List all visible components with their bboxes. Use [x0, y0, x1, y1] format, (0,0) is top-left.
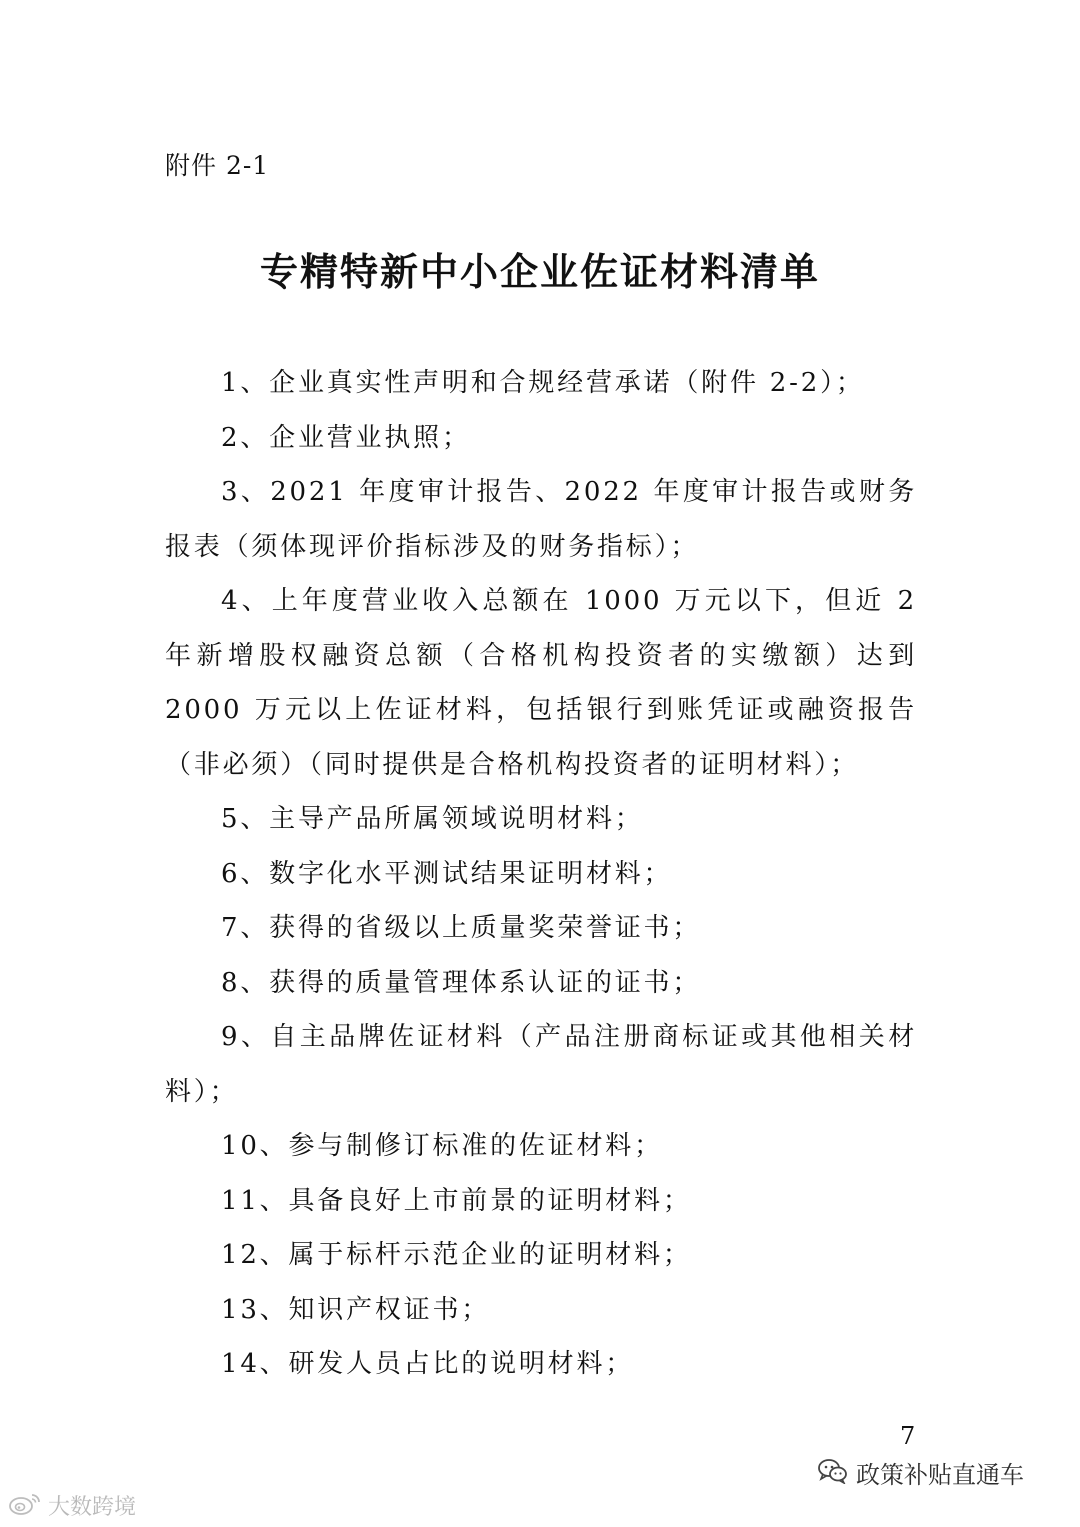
weibo-watermark — [8, 1492, 136, 1524]
list-item: 10、参与制修订标准的佐证材料； — [221, 1131, 663, 1161]
list-item: 14、研发人员占比的说明材料； — [221, 1349, 635, 1379]
materials-list — [165, 356, 917, 1392]
list-item: 11、具备良好上市前景的证明材料； — [221, 1185, 692, 1216]
list-item: 9、自主品牌佐证材料（产品注册商标证或其他相关材料）； — [165, 1022, 917, 1107]
list-item: 6、数字化水平测试结果证明材料； — [221, 858, 673, 889]
list-item: 12、属于标杆示范企业的证明材料； — [221, 1240, 692, 1270]
list-item: 7、获得的省级以上质量奖荣誉证书； — [221, 913, 702, 943]
wechat-account-name: 政策补贴直通车 — [856, 1460, 1024, 1489]
wechat-logo-icon — [818, 1458, 848, 1491]
list-item: 4、上年度营业收入总额在 1000 万元以下，但近 2 年新增股权融资总额（合格机构投资者的实缴额）达到 2000 万元以上佐证材料，包括银行到账凭证或融资报告（非必须）（同时提供是合格机构投资者的证明材料）； — [165, 586, 917, 780]
list-item: 2、企业营业执照； — [221, 422, 471, 453]
list-item: 13、知识产权证书； — [221, 1294, 491, 1325]
page-number: 7 — [900, 1422, 916, 1450]
wechat-watermark — [818, 1458, 1024, 1491]
weibo-account-name: 大数跨境 — [48, 1495, 137, 1520]
list-item: 8、获得的质量管理体系认证的证书； — [221, 967, 702, 998]
list-item: 5、主导产品所属领域说明材料； — [221, 804, 644, 834]
list-item: 3、2021 年度审计报告、2022 年度审计报告或财务报表（须体现评价指标涉及的财务指标）； — [165, 477, 917, 562]
weibo-logo-icon — [8, 1492, 42, 1524]
document-title: 专精特新中小企业佐证材料清单 — [259, 249, 820, 294]
attachment-label: 附件 2-1 — [165, 151, 270, 180]
list-item: 1、企业真实性声明和合规经营承诺（附件 2-2）； — [221, 368, 865, 398]
